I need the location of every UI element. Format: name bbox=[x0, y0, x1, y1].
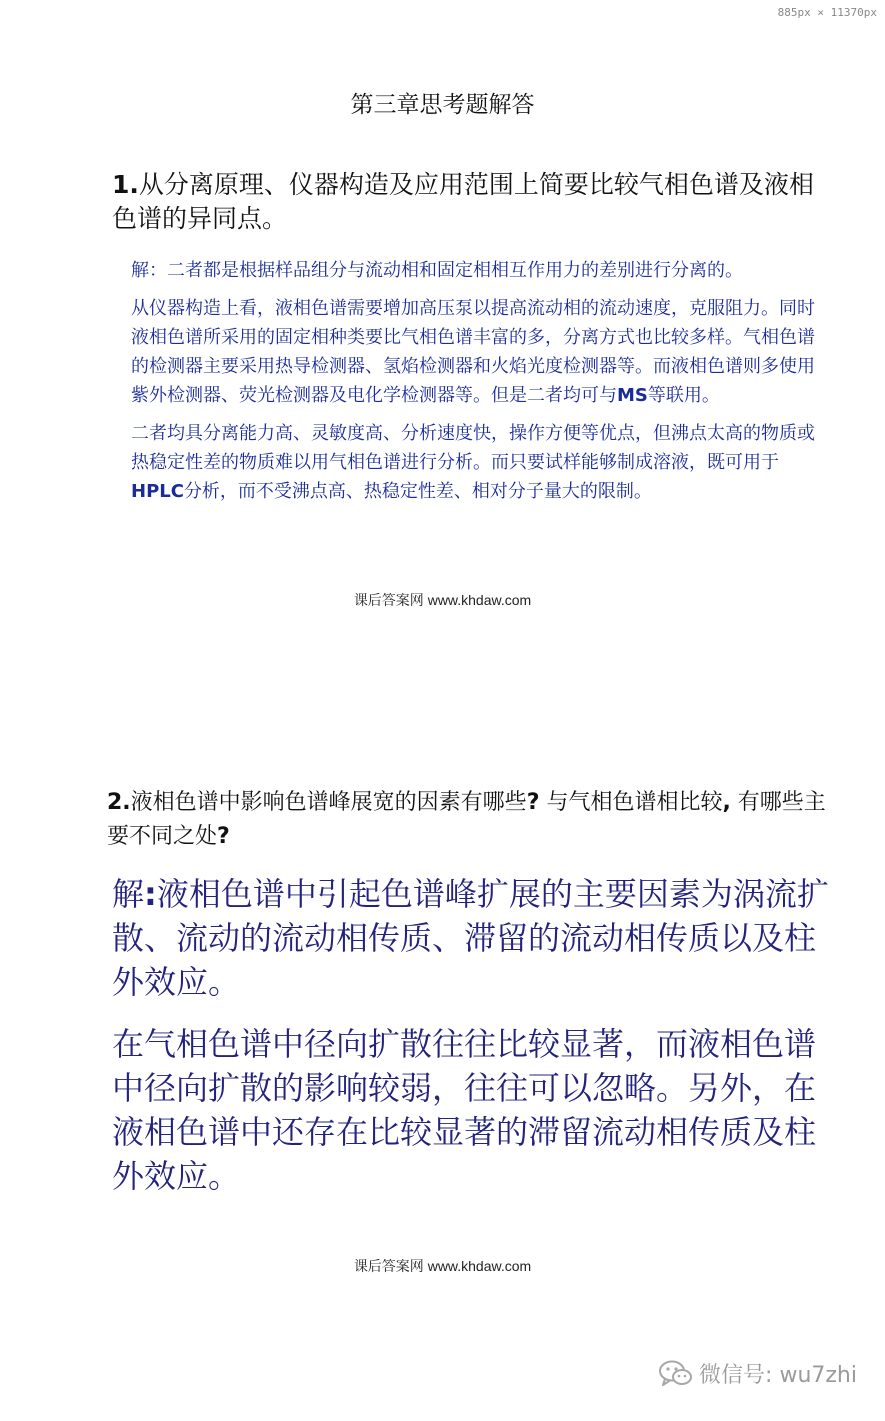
hplc-term: HPLC bbox=[131, 481, 184, 502]
answer-2-prefix: 解 bbox=[112, 875, 145, 913]
answer-1-paragraph-3-text: 二者均具分离能力高、灵敏度高、分析速度快，操作方便等优点，但沸点太高的物质或热稳定性差的物质难以用气相色谱进行分析。而只要试样能够制成溶液，既可用于 bbox=[131, 423, 815, 473]
footer-source-1 bbox=[0, 590, 885, 610]
answer-1-paragraph-3-end: 分析，而不受沸点高、热稳定性差、相对分子量大的限制。 bbox=[183, 481, 652, 502]
answer-2-paragraph-1 bbox=[112, 872, 842, 1004]
question-2-text-b: 与气相色谱相比较 bbox=[539, 790, 723, 815]
answer-1 bbox=[131, 256, 831, 515]
comma: , bbox=[722, 790, 731, 815]
question-2 bbox=[107, 786, 837, 854]
answer-1-paragraph-2-text: 从仪器构造上看，液相色谱需要增加高压泵以提高流动相的流动速度，克服阻力。同时液相色谱所采用的固定相种类要比气相色谱丰富的多，分离方式也比较多样。气相色谱的检测器主要采用热导检测器、氢焰检测器和火焰光度检测器等。而液相色谱则多使用紫外检测器、荧光检测器及电化学检测器等。但是二者均可与 bbox=[131, 298, 815, 406]
question-1-text: 从分离原理、仪器构造及应用范围上简要比较气相色谱及液相色谱的异同点。 bbox=[112, 170, 814, 233]
wechat-watermark bbox=[659, 1358, 857, 1389]
answer-2-paragraph-1-text: 液相色谱中引起色谱峰扩展的主要因素为涡流扩散、流动的流动相传质、滞留的流动相传质以及柱外效应。 bbox=[112, 875, 829, 1001]
answer-2-paragraph-2: 在气相色谱中径向扩散往往比较显著，而液相色谱中径向扩散的影响较弱，往往可以忽略。另外，在液相色谱中还存在比较显著的滞留流动相传质及柱外效应。 bbox=[112, 1025, 817, 1195]
footer-url: www.khdaw.com bbox=[423, 1258, 532, 1274]
wechat-icon bbox=[659, 1360, 693, 1388]
answer-1-paragraph-3 bbox=[131, 419, 831, 506]
answer-2 bbox=[112, 872, 842, 1216]
page-title: 第三章思考题解答 bbox=[350, 92, 535, 118]
question-1 bbox=[112, 168, 832, 236]
footer-label: 课后答案网 bbox=[353, 593, 424, 609]
question-mark: ? bbox=[526, 790, 540, 815]
dimension-label: 885px × 11370px bbox=[777, 6, 877, 19]
footer-source-2 bbox=[0, 1256, 885, 1276]
question-2-number: 2. bbox=[107, 790, 131, 815]
footer-url: www.khdaw.com bbox=[423, 592, 532, 608]
answer-1-paragraph-1: 解：二者都是根据样品组分与流动相和固定相相互作用力的差别进行分离的。 bbox=[131, 260, 743, 281]
answer-1-paragraph-2 bbox=[131, 294, 831, 410]
answer-2-colon: : bbox=[144, 875, 157, 913]
answer-1-paragraph-2-end: 等联用。 bbox=[647, 385, 720, 406]
question-mark: ? bbox=[217, 824, 230, 849]
footer-label: 课后答案网 bbox=[353, 1259, 424, 1275]
question-2-text-c: 有哪些主要不同之处 bbox=[107, 790, 826, 849]
ms-term: MS bbox=[617, 385, 648, 406]
question-1-number: 1. bbox=[112, 170, 139, 199]
watermark-text: 微信号: wu7zhi bbox=[699, 1363, 857, 1388]
question-2-text-a: 液相色谱中影响色谱峰展宽的因素有哪些 bbox=[130, 790, 527, 815]
